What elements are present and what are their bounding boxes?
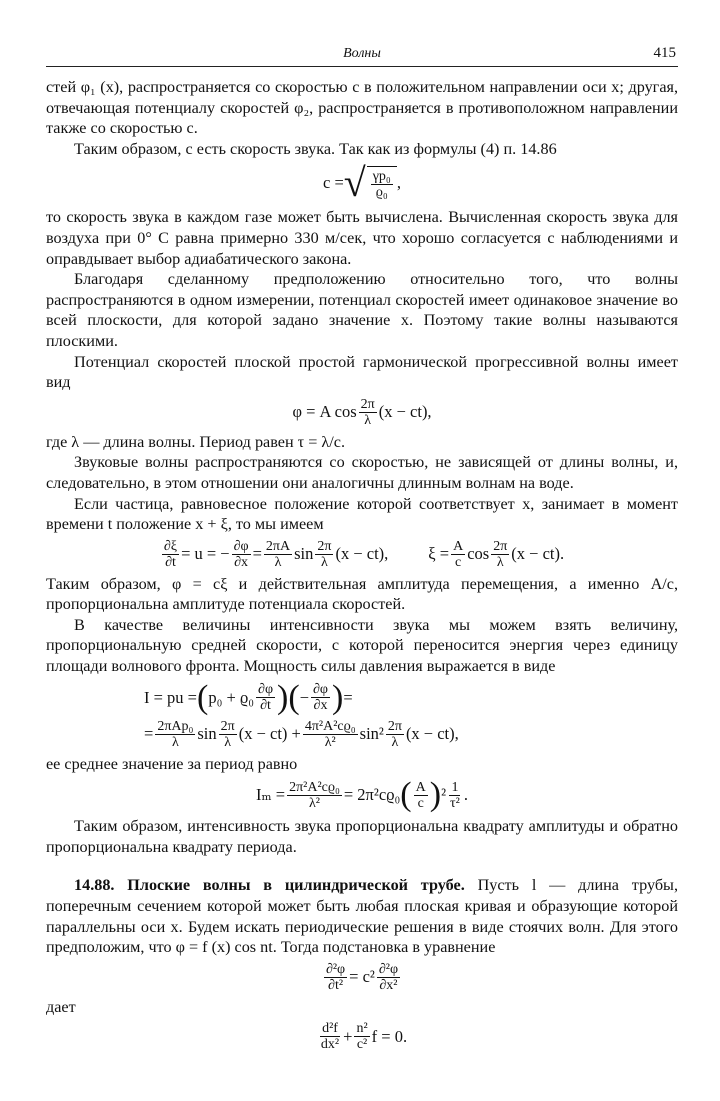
square-root [343, 160, 397, 206]
math-bracket: ) [429, 776, 442, 814]
math-bracket: ( [288, 678, 300, 716]
radical-sign: √ [343, 160, 366, 206]
fraction-numerator: 2πA [265, 538, 291, 554]
paragraph [46, 77, 678, 139]
fraction-numerator: A [415, 779, 426, 795]
math-fraction [324, 962, 347, 993]
math-fraction [414, 780, 428, 811]
page-header [46, 44, 678, 67]
fraction-numerator: 2π [360, 396, 375, 412]
fraction-numerator: 2π²A²cϱ₀ [289, 779, 340, 795]
math-text: = [144, 724, 154, 744]
paragraph [46, 452, 678, 493]
fraction-numerator: 2π [317, 538, 332, 554]
fraction-numerator: 2π [493, 538, 508, 554]
math-fraction [377, 962, 400, 993]
paragraph-text: Если частица, равновесное положение которой соответствует x, занимает в момент времени t положение x + ξ, то мы имеем [46, 494, 678, 534]
fraction-numerator: 4π²A²cϱ₀ [304, 718, 356, 734]
fraction-numerator: ∂ξ [163, 538, 178, 554]
math-text: sin [294, 544, 314, 564]
math-text: − [299, 687, 309, 707]
paragraph-text: Благодаря сделанному предположению относительно того, что волны распространяются в одном измерении, потенциал скоростей имеет одинаковое значение во всей плоскости, для которой задано значение x. Поэтому такие волны называются плоскими. [46, 270, 678, 350]
math-text: (x − ct), [378, 402, 432, 422]
math-fraction [264, 539, 292, 570]
section-gap [46, 857, 678, 875]
math-fraction [287, 780, 342, 811]
paragraph-text: где λ — длина волны. Период равен τ = λ/c. [46, 432, 345, 451]
fraction-numerator: ∂²φ [325, 961, 346, 977]
fraction-numerator: 2π [220, 718, 235, 734]
math-text: (x − ct), [335, 544, 389, 564]
fraction-denominator: λ [496, 554, 504, 570]
math-text: f = 0. [371, 1026, 408, 1046]
equation [46, 678, 678, 716]
fraction-denominator: ∂t [260, 698, 271, 714]
paragraph [46, 432, 678, 453]
paragraph-text: Таким образом, φ = cξ и действительная амплитуда перемещения, а именно A/c, пропорциональна амплитуде потенциала скоростей. [46, 574, 678, 614]
equation [46, 1021, 678, 1052]
math-fraction [256, 682, 275, 713]
fraction-numerator: γp₀ [372, 169, 391, 185]
math-fraction [386, 719, 404, 750]
math-fraction [371, 169, 393, 200]
math-text: ξ = [428, 544, 450, 564]
math-fraction [219, 719, 237, 750]
math-fraction [155, 719, 195, 750]
fraction-denominator: c [417, 795, 424, 811]
math-text: p₀ + ϱ₀ [208, 687, 255, 707]
paragraph-text: Таким образом, интенсивность звука пропорциональна квадрату амплитуды и обратно пропорциональна квадрату периода. [46, 817, 678, 856]
fraction-denominator: ∂x [313, 698, 328, 714]
math-fraction [303, 719, 358, 750]
paragraph-text: Звуковые волны распространяются со скоростью, не зависящей от длины волны, и, следовательно, в этом отношении они аналогичны длинным волнам на воде. [46, 453, 678, 492]
fraction-numerator: ∂φ [313, 682, 328, 698]
paragraph [46, 269, 678, 351]
math-fraction [315, 539, 333, 570]
math-fraction [359, 397, 377, 428]
fraction-denominator: c² [356, 1037, 368, 1053]
equation [46, 160, 678, 206]
paragraph-text: дает [46, 997, 76, 1016]
math-text: + [343, 1026, 353, 1046]
math-text: . [463, 785, 468, 805]
math-text: = c² [349, 967, 375, 987]
math-fraction [311, 682, 330, 713]
fraction-numerator: n² [356, 1021, 368, 1037]
paragraph-text: Пусть l — длина трубы, поперечным сечением которой может быть любая плоская кривая и образующие которой параллельны оси x. Будем искать периодические решения в виде стоячих волн. Для этого предположим, что φ = f (x) cos nt. Тогда подстановка в уравнение [46, 876, 678, 957]
paragraph [46, 494, 678, 535]
math-text: (x − ct). [511, 544, 565, 564]
fraction-denominator: λ [321, 554, 328, 570]
math-fraction [162, 539, 179, 570]
math-text: Iₘ = [256, 785, 286, 805]
page-content [46, 77, 678, 1052]
fraction-numerator: 1 [451, 779, 459, 795]
math-text: = [343, 687, 353, 707]
fraction-denominator: λ [171, 734, 179, 750]
paragraph [46, 875, 678, 957]
math-bracket: ) [277, 678, 289, 716]
fraction-numerator: d²f [322, 1021, 338, 1037]
paragraph [46, 207, 678, 269]
paragraph [46, 139, 678, 160]
math-text: cos [467, 544, 490, 564]
fraction-numerator: ∂φ [233, 538, 249, 554]
math-text: , [396, 173, 401, 193]
fraction-denominator: λ² [324, 734, 336, 750]
equation [46, 778, 678, 812]
paragraph-text: Потенциал скоростей плоской простой гармонической прогрессивной волны имеет вид [46, 352, 678, 392]
math-text: I = pu = [144, 687, 197, 707]
math-fraction [491, 539, 509, 570]
fraction-denominator: c [455, 554, 462, 570]
fraction-denominator: ∂t [165, 554, 176, 570]
math-bracket: ) [332, 678, 344, 716]
equation [46, 962, 678, 993]
book-page [46, 44, 678, 1056]
paragraph-text: стей φ₁ (x), распространяется со скоростью c в положительном направлении оси x; другая, отвечающая потенциалу скоростей φ₂, распространяется в противоположном направлении также со скоростью c. [46, 78, 678, 138]
math-bracket: ( [400, 776, 412, 814]
math-text: = [252, 544, 262, 564]
paragraph-text: В качестве величины интенсивности звука мы можем взять величину, пропорциональную средней скорости, с которой переносится энергия через единицу площади волнового фронта. Мощность силы давления выражается в виде [46, 615, 678, 676]
fraction-numerator: ∂φ [258, 682, 274, 698]
fraction-denominator: ∂x² [379, 977, 398, 993]
paragraph [46, 754, 678, 775]
fraction-denominator: λ [391, 734, 399, 750]
math-fraction [451, 539, 465, 570]
page-number: 415 [653, 45, 676, 61]
paragraph [46, 816, 678, 857]
fraction-numerator: A [453, 538, 464, 554]
fraction-denominator: λ [224, 734, 232, 750]
fraction-denominator: dx² [320, 1037, 340, 1053]
running-title: Волны [343, 46, 381, 61]
paragraph [46, 574, 678, 615]
paragraph [46, 997, 678, 1018]
fraction-numerator: ∂²φ [378, 961, 399, 977]
math-fraction [319, 1021, 341, 1052]
equation [46, 719, 678, 750]
paragraph-text: Таким образом, c есть скорость звука. Так как из формулы (4) п. 14.86 [74, 139, 557, 158]
fraction-denominator: λ [364, 412, 372, 428]
radicand [367, 166, 397, 200]
paragraph [46, 615, 678, 677]
equation [46, 397, 678, 428]
math-text: sin² [359, 724, 384, 744]
math-fraction [448, 780, 462, 811]
section-heading: 14.88. Плоские волны в цилиндрической трубе. [74, 876, 465, 895]
math-text: c = [323, 173, 344, 193]
math-text: (x − ct) + [238, 724, 301, 744]
math-text: φ = A cos [292, 402, 357, 422]
fraction-denominator: ∂x [234, 554, 249, 570]
paragraph-text: ее среднее значение за период равно [46, 754, 298, 773]
math-text: sin [197, 724, 217, 744]
math-text: ² [441, 785, 447, 805]
math-text: (x − ct), [405, 724, 459, 744]
equation [46, 539, 678, 570]
fraction-denominator: ∂t² [328, 977, 344, 993]
math-fraction [354, 1021, 369, 1052]
fraction-numerator: 2πAp₀ [157, 718, 194, 734]
paragraph [46, 352, 678, 393]
math-text: = u = − [181, 544, 230, 564]
fraction-denominator: ϱ₀ [375, 185, 388, 201]
math-fraction [232, 539, 251, 570]
fraction-numerator: 2π [387, 718, 402, 734]
math-text: = 2π²cϱ₀ [343, 785, 401, 805]
fraction-denominator: λ² [308, 795, 320, 811]
fraction-denominator: τ² [450, 795, 460, 811]
math-bracket: ( [196, 678, 209, 716]
paragraph-text: то скорость звука в каждом газе может быть вычислена. Вычисленная скорость звука для воздуха при 0° C равна примерно 330 м/сек, что хорошо согласуется с наблюдениями и оправдывает выбор адиабатического закона. [46, 208, 678, 268]
fraction-denominator: λ [274, 554, 282, 570]
